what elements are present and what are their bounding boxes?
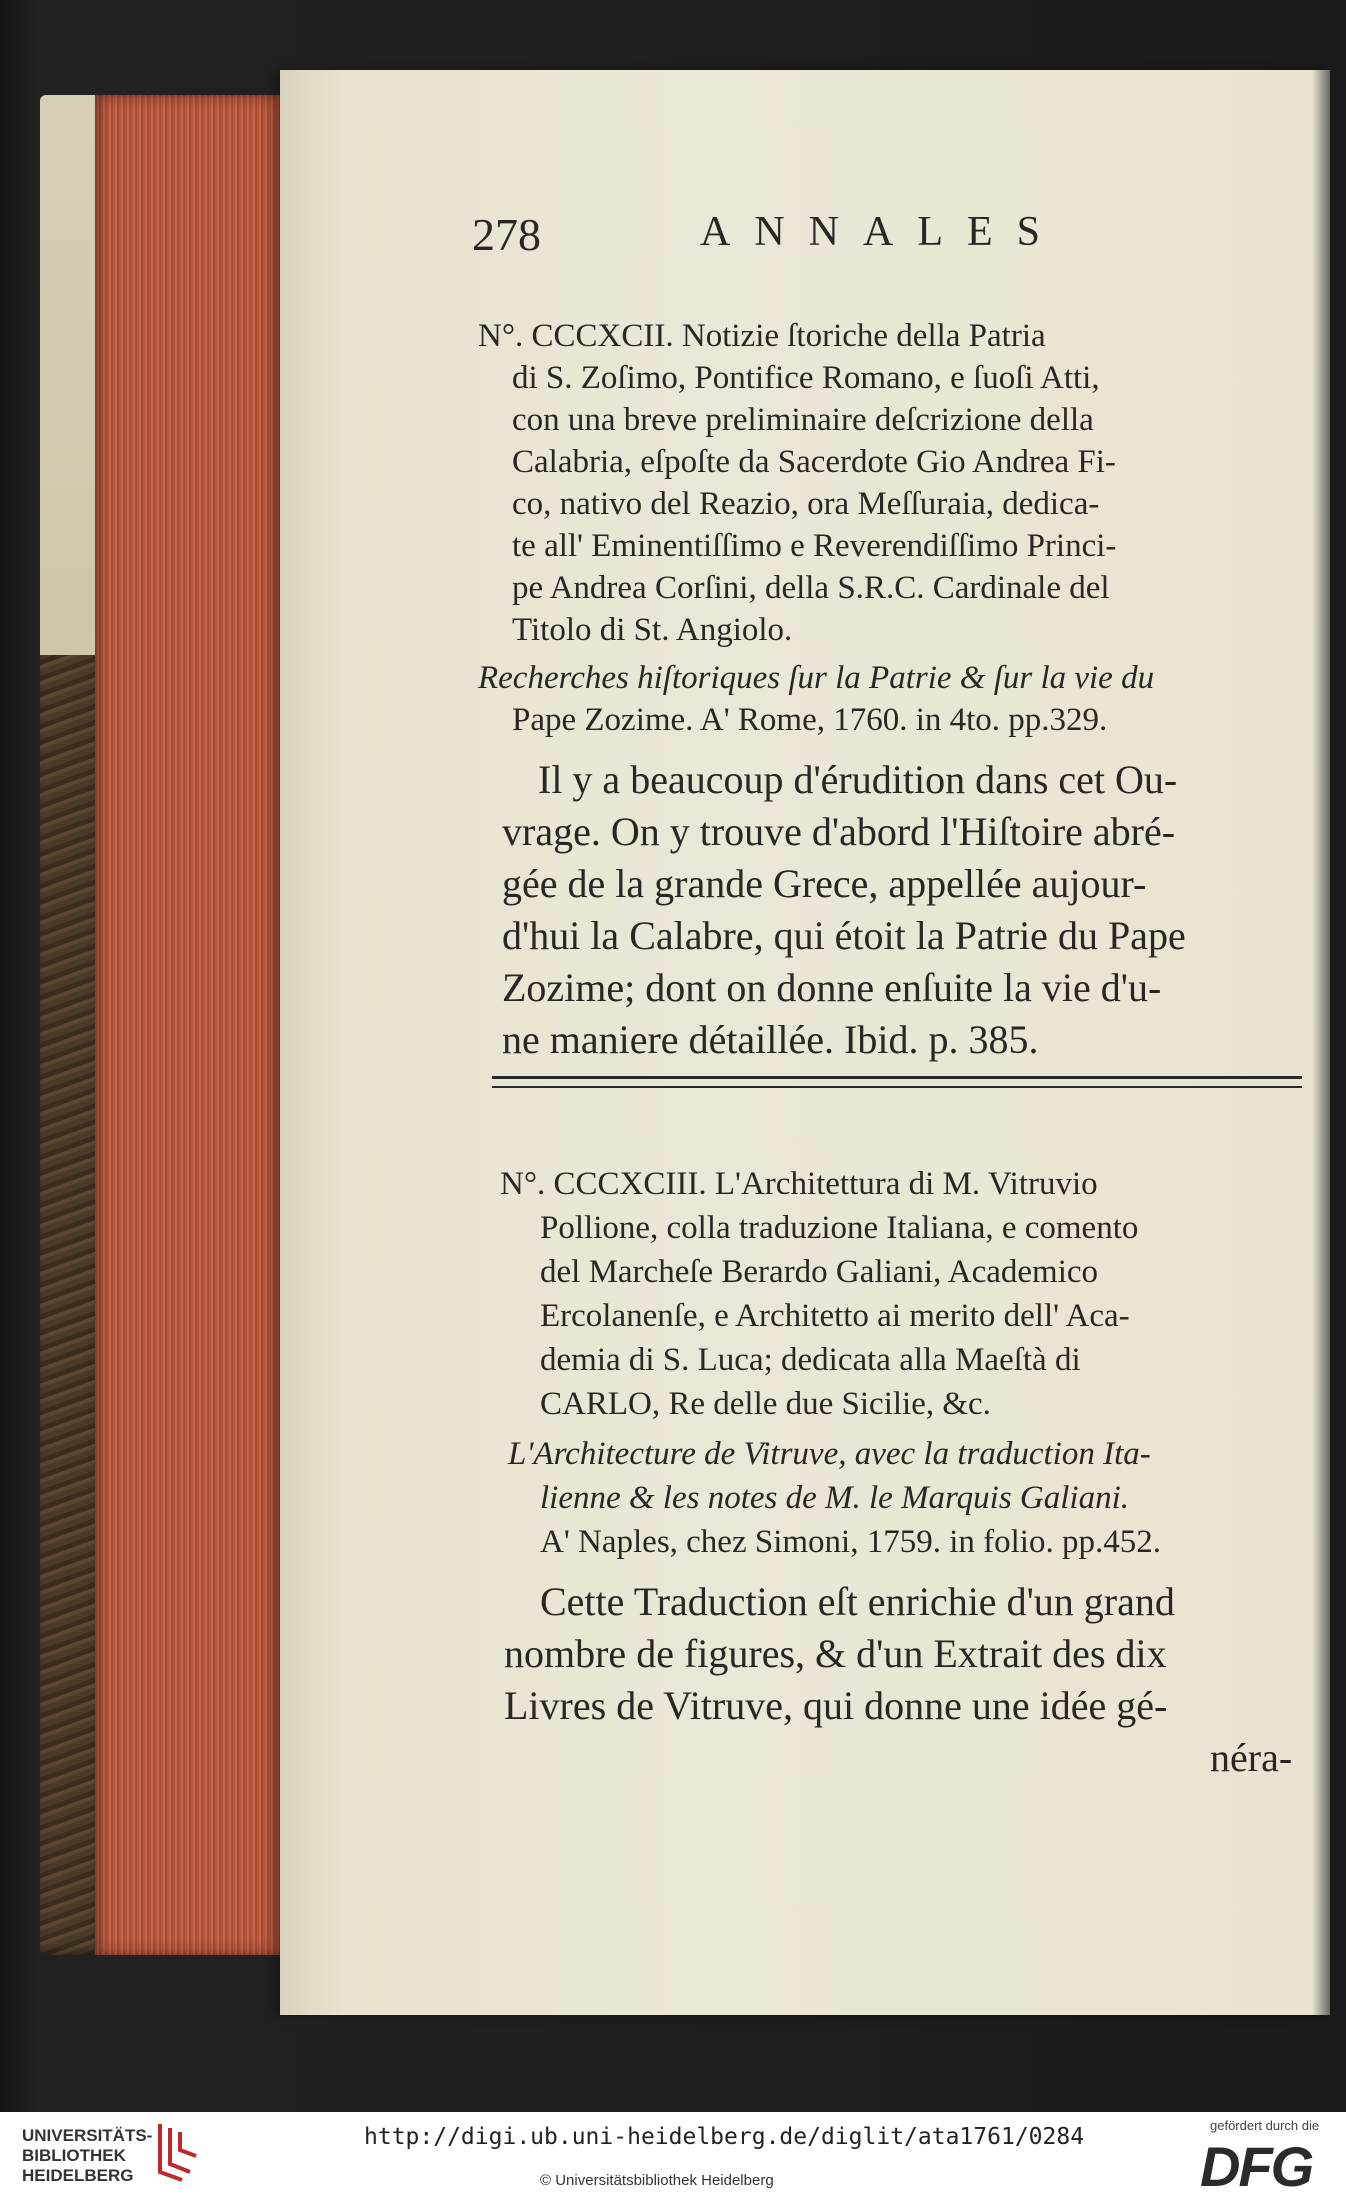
- section-rule: [492, 1076, 1302, 1079]
- running-title: ANNALES: [700, 209, 1064, 255]
- entry1-line: Calabria, eſpoſte da Sacerdote Gio Andrea Fi-: [512, 444, 1116, 480]
- entry2-line: CARLO, Re delle due Sicilie, &c.: [540, 1386, 991, 1422]
- entry1-body-line: ne maniere détaillée. Ibid. p. 385.: [502, 1017, 1039, 1062]
- entry2-body-line: nombre de figures, & d'un Extrait des dix: [504, 1631, 1167, 1676]
- entry2-french-title: L'Architecture de Vitruve, avec la traduction Ita-: [508, 1436, 1151, 1472]
- entry1-body-line: Zozime; dont on donne enſuite la vie d'u-: [502, 965, 1162, 1010]
- entry1-line: con una breve preliminaire deſcrizione della: [512, 402, 1094, 438]
- entry1-line: co, nativo del Reazio, ora Meſſuraia, dedica-: [512, 486, 1100, 522]
- entry1-body-line: Il y a beaucoup d'érudition dans cet Ou-: [538, 757, 1178, 802]
- entry2-body-line: néra-: [1210, 1735, 1293, 1780]
- entry2-body-line: Livres de Vitruve, qui donne une idée gé-: [504, 1683, 1168, 1728]
- entry2-line: Ercolanenſe, e Architetto ai merito dell' Aca-: [540, 1298, 1130, 1334]
- entry2-line: N°. CCCXCIII. L'Architettura di M. Vitruvio: [500, 1166, 1098, 1202]
- section-rule: [492, 1086, 1302, 1088]
- entry1-line: te all' Eminentiſſimo e Reverendiſſimo Princi-: [512, 528, 1117, 564]
- entry2-line: demia di S. Luca; dedicata alla Maeſtà di: [540, 1342, 1081, 1378]
- library-logo-icon: [152, 2120, 198, 2184]
- page-edges: [95, 95, 285, 1955]
- entry1-line: N°. CCCXCII. Notizie ſtoriche della Patria: [478, 318, 1046, 354]
- entry2-line: del Marcheſe Berardo Galiani, Academico: [540, 1254, 1099, 1290]
- page-number: 278: [472, 209, 541, 260]
- entry2-imprint: A' Naples, chez Simoni, 1759. in folio. pp.452.: [540, 1524, 1161, 1560]
- entry1-body-line: gée de la grande Grece, appellée aujour-: [502, 861, 1147, 906]
- entry1-body-line: vrage. On y trouve d'abord l'Hiſtoire abré-: [502, 809, 1176, 854]
- entry1-line: Titolo di St. Angiolo.: [512, 612, 793, 648]
- entry2-french-title: lienne & les notes de M. le Marquis Galiani.: [540, 1480, 1130, 1516]
- entry1-line: di S. Zoſimo, Pontifice Romano, e ſuoſi Atti,: [512, 360, 1100, 396]
- entry1-french-title: Recherches hiſtoriques ſur la Patrie & ſur la vie du: [478, 660, 1155, 696]
- permalink-url[interactable]: http://digi.ub.uni-heidelberg.de/diglit/ata1761/0284: [364, 2124, 1085, 2150]
- entry1-imprint: Pape Zozime. A' Rome, 1760. in 4to. pp.329.: [512, 702, 1108, 738]
- entry1-body-line: d'hui la Calabre, qui étoit la Patrie du Pape: [502, 913, 1186, 958]
- funding-label: gefördert durch die: [1210, 2118, 1320, 2133]
- library-name: UNIVERSITÄTS- BIBLIOTHEK HEIDELBERG: [22, 2126, 153, 2185]
- dfg-logo: DFG: [1200, 2135, 1313, 2198]
- entry2-line: Pollione, colla traduzione Italiana, e comento: [540, 1210, 1139, 1246]
- entry2-body-line: Cette Traduction eſt enrichie d'un grand: [540, 1579, 1175, 1624]
- copyright-notice: © Universitätsbibliothek Heidelberg: [540, 2172, 774, 2189]
- entry1-line: pe Andrea Corſini, della S.R.C. Cardinale del: [512, 570, 1110, 606]
